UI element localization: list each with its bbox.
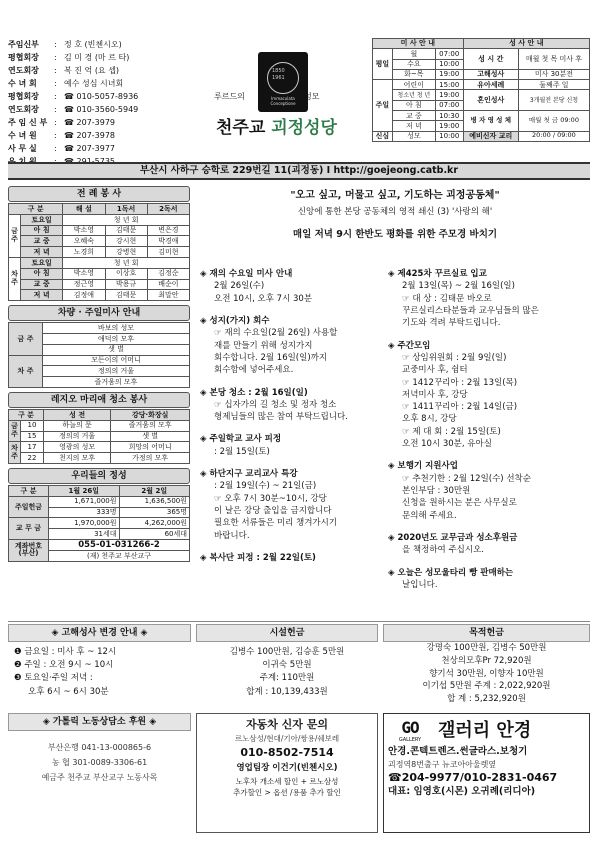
staff-role: 평협회장 <box>8 91 39 101</box>
liturgy-table <box>8 203 190 301</box>
mass-time: 07:00 <box>435 49 463 59</box>
table-cell: 정근영 <box>63 279 105 290</box>
table-row: 아 침 <box>21 268 63 279</box>
staff-row <box>8 116 188 129</box>
legion-title: 레지오 마리애 청소 봉사 <box>8 392 190 408</box>
devotion-name: 성모 <box>392 131 435 141</box>
sacrament-info: 매월 첫 목 미사 후 <box>518 49 589 70</box>
catechumen-label: 예비신자 교리 <box>463 131 518 141</box>
sacrament-name: 혼인성사 <box>463 90 518 111</box>
table-cell: 바보의 성모 <box>43 323 190 334</box>
news-title: ◈ 보행기 지원사업 <box>388 461 458 472</box>
news-detail: ☞ 제 대 회 : 2월 15일(토) <box>402 426 501 437</box>
news-item <box>200 433 390 458</box>
table-cell: 박소영 <box>63 268 105 279</box>
weekday-label: 평일 <box>373 49 393 80</box>
col-header: 성 전 <box>43 409 110 420</box>
sunday-label: 주일 <box>373 80 393 131</box>
brand-name <box>216 118 337 138</box>
week-label: 금 주 <box>9 420 21 442</box>
offering-table <box>8 485 190 562</box>
news-item <box>200 552 390 564</box>
news-detail: 필요한 서류들은 미리 챙겨가시기 <box>214 518 338 529</box>
table-cell: 애덕의 모후 <box>43 333 190 344</box>
table-row: 토요일 <box>21 214 63 225</box>
parish-logo <box>258 52 308 112</box>
theme-quotes <box>200 190 590 241</box>
news-detail: 이 날은 강당 출입을 금지합니다 <box>214 506 332 516</box>
brand-suffix: 성모 <box>304 92 320 101</box>
labor-title: ◈ 가톨릭 노동상담소 후원 ◈ <box>8 713 191 731</box>
table-row: 아 침 <box>21 225 63 236</box>
gallery-items: 안경.콘텍트렌즈.썬글라스.보청기 <box>388 746 528 758</box>
staff-role: 평협회장 <box>8 52 39 62</box>
left-column <box>8 186 190 562</box>
purpose-line: 합 계 : 5,232,920원 <box>447 694 526 704</box>
mass-time: 10:30 <box>435 111 463 121</box>
sacrament-name: 성 시 간 <box>463 49 518 70</box>
mass-schedule <box>372 38 590 142</box>
facility-title: 시설헌금 <box>196 624 378 642</box>
news-item <box>388 460 588 522</box>
news-detail: 문의해 주세요. <box>402 510 457 521</box>
table-cell: 강시현 <box>105 236 147 247</box>
staff-row <box>8 103 188 116</box>
news-item <box>388 268 588 330</box>
table-cell: 즐거움의 모후 <box>111 420 190 431</box>
table-cell: 15 <box>21 431 44 442</box>
mass-time: 19:00 <box>435 69 463 79</box>
table-cell: 정의의 거울 <box>43 366 190 377</box>
purpose-line: 이기섭 5만원 주계 : 2,022,920원 <box>422 681 551 692</box>
table-row: 교 중 <box>21 236 63 247</box>
week-label: 차 주 <box>9 355 43 387</box>
account-holder: (재) 천주교 부산교구 <box>49 551 190 562</box>
logo-year-1: 1850 <box>272 68 285 74</box>
brand-name-prefix: 천주교 <box>216 118 272 138</box>
legion-table <box>8 409 190 464</box>
news-detail: 형제님들의 많은 참여 부탁드립니다. <box>214 412 348 423</box>
table-cell: 강병현 <box>105 247 147 258</box>
gallery-name: 갤러리 안경 <box>438 719 532 741</box>
gallery-logo: GO <box>401 718 419 737</box>
purpose-line: 강명숙 100만원, 김병수 50만원 <box>426 643 547 653</box>
gallery-address: 괴정역8번출구 뉴코아아울렛옆 <box>388 759 497 769</box>
news-detail: ☞ 대 상 : 김태문 바오로 <box>402 293 492 304</box>
table-cell: 하늘의 문 <box>43 420 110 431</box>
gallery-logo-sub: GALLERY <box>398 737 422 744</box>
prayer-notice: 매일 저녁 9시 한반도 평화를 위한 주모경 바치기 <box>292 229 498 241</box>
news-detail: 날입니다. <box>402 579 438 590</box>
news-detail: 오후 8시, 강당 <box>402 414 457 425</box>
car-title: 자동차 신자 문의 <box>245 718 329 731</box>
news-detail: 오전 10시, 오후 7시 30분 <box>214 293 313 304</box>
news-detail: 본인부담 : 30만원 <box>402 486 471 496</box>
liturgy-title: 전 례 봉 사 <box>8 186 190 202</box>
sacrament-info: 미사 30분전 <box>518 69 589 79</box>
news-detail: 저녁미사 후, 강당 <box>402 389 468 400</box>
table-cell: 17 <box>21 442 44 453</box>
table-cell: 22 <box>21 453 44 464</box>
sacrament-info: 매월 첫 금 09:00 <box>518 111 589 132</box>
news-detail: 기도와 격려 부탁드립니다. <box>402 318 501 329</box>
col-header: 구 분 <box>9 409 44 420</box>
gallery-phone[interactable]: ☎204-9977/010-2831-0467 <box>388 771 558 785</box>
staff-sep: : <box>54 117 57 127</box>
table-row: 저 녁 <box>21 290 63 301</box>
facility-line: 김병수 100만원, 김승훈 5만원 <box>229 647 345 657</box>
mass-time: 07:00 <box>435 100 463 110</box>
confession-list <box>14 646 192 699</box>
news-detail: 2월 26일(수) <box>214 281 265 292</box>
purpose-title: 목적헌금 <box>383 624 590 642</box>
news-detail: 오전 10시 30분, 유아실 <box>402 439 492 450</box>
logo-year-2: 1961 <box>272 74 285 81</box>
news-detail: 바랍니다. <box>214 530 250 541</box>
staff-sep: : <box>54 91 57 101</box>
news-title: ◈ 오늘은 성모울타리 빵 판매하는 <box>388 567 514 578</box>
table-cell: 정의의 거울 <box>43 431 110 442</box>
brand-name-main: 괴정성당 <box>271 118 337 138</box>
staff-role: 수 녀 회 <box>8 78 37 88</box>
staff-value: 복 진 억 (요 셉) <box>64 65 120 75</box>
table-cell: 60세대 <box>119 529 190 540</box>
news-detail: 회수합니다. 2월 16일(일)까지 <box>214 352 328 363</box>
news-detail: 회수함에 넣어주세요. <box>214 365 294 376</box>
row-label: 주일헌금 <box>9 496 49 518</box>
car-person: 영업팀장 이건기(빈첸시오) <box>236 763 338 774</box>
news-detail: ☞ 십자가의 길 청소 및 정자 청소 <box>214 399 337 410</box>
staff-row <box>8 38 188 51</box>
table-cell: 청 년 회 <box>63 214 190 225</box>
year-theme: 신앙에 통한 본당 공동체의 영적 쇄신 (3) '사랑의 해' <box>297 207 493 217</box>
mass-day: 아 침 <box>392 100 435 110</box>
purpose-list <box>383 642 590 706</box>
staff-role: 연도회장 <box>8 104 39 114</box>
staff-value: ☎ 010-3560-5949 <box>64 104 139 114</box>
col-header: 2독서 <box>147 204 189 215</box>
table-row: 토요일 <box>21 257 63 268</box>
news-detail: ☞ 상임위원회 : 2월 9일(일) <box>402 352 507 363</box>
mass-time: 19:00 <box>435 90 463 100</box>
vehicle-title: 차량 · 주일미사 안내 <box>8 305 190 321</box>
news-right <box>388 268 588 601</box>
car-phone[interactable]: 010-8502-7514 <box>240 746 334 760</box>
col-header: 구 분 <box>9 204 63 215</box>
mass-day: 수요 <box>392 59 435 69</box>
table-cell: 4,262,000원 <box>119 518 190 529</box>
news-title: ◈ 주간모임 <box>388 340 431 351</box>
staff-role: 수 녀 원 <box>8 130 37 140</box>
staff-sep: : <box>54 143 57 153</box>
table-cell: 365명 <box>119 507 190 518</box>
mass-header: 미 사 안 내 <box>373 39 464 49</box>
staff-row <box>8 142 188 155</box>
week-label: 차 주 <box>9 257 21 300</box>
staff-row <box>8 129 188 142</box>
sacrament-header: 성 사 안 내 <box>463 39 589 49</box>
mass-day: 어린이 <box>392 80 435 90</box>
table-cell: 김미현 <box>147 247 189 258</box>
table-cell: 1,671,000원 <box>49 496 120 507</box>
table-cell: 천지의 모후 <box>43 453 110 464</box>
table-cell: 10 <box>21 420 44 431</box>
staff-value: 김 미 경 (마 르 타) <box>64 52 130 62</box>
table-cell: 배순이 <box>147 279 189 290</box>
col-header: 강당·화장실 <box>111 409 190 420</box>
confession-title: ◈ 고해성사 변경 안내 ◈ <box>8 624 191 642</box>
sacrament-name: 고해성사 <box>463 69 518 79</box>
news-detail: ☞ 추천기한 : 2월 12일(수) 선착순 <box>402 473 531 484</box>
mass-time: 10:00 <box>435 59 463 69</box>
address-bar: 부산시 사하구 승학로 229번길 11(괴정동) I http://goejeong.catb.kr <box>8 162 590 180</box>
table-cell: 김태문 <box>105 225 147 236</box>
brand-prefix: 루르드의 <box>214 92 245 101</box>
news-title: ◈ 하단지구 교리교사 특강 <box>200 469 298 480</box>
news-title: ◈ 제425차 꾸르실료 입교 <box>388 269 487 279</box>
news-item <box>388 567 588 592</box>
table-cell: 333명 <box>49 507 120 518</box>
staff-row <box>8 90 188 103</box>
news-item <box>200 315 390 377</box>
table-cell: 1,970,000원 <box>49 518 120 529</box>
mass-day: 청소년 청 년 <box>392 90 435 100</box>
news-title: ◈ 성지(가지) 회수 <box>200 315 270 326</box>
table-cell: 31세대 <box>49 529 120 540</box>
labor-line: 부산은행 041-13-000865-6 <box>47 743 152 752</box>
news-item <box>200 268 390 305</box>
staff-sep: : <box>54 104 57 114</box>
news-detail: 신청을 원하시는 분은 사무실로 <box>402 498 517 509</box>
table-cell: 이상호 <box>105 268 147 279</box>
staff-value: 예수 성심 시녀회 <box>64 78 124 88</box>
news-title: ◈ 2020년도 교무금과 성소후원금 <box>388 532 518 543</box>
labor-line: 예금주 천주교 부산교구 노동사목 <box>41 773 158 783</box>
staff-value: 정 호 (빈첸시오) <box>64 39 122 49</box>
staff-row <box>8 64 188 77</box>
staff-role: 사 무 실 <box>8 143 37 153</box>
table-cell: 청 년 회 <box>63 257 190 268</box>
table-cell: 김정순 <box>147 268 189 279</box>
table-cell: 박소영 <box>63 225 105 236</box>
staff-row <box>8 51 188 64</box>
table-cell: 변은경 <box>147 225 189 236</box>
news-detail: ☞ 오후 7시 30분~10시, 강당 <box>214 493 327 504</box>
account-label: 계좌번호 (부산) <box>9 539 49 561</box>
col-header: 구 분 <box>9 485 49 496</box>
mass-day: 화~목 <box>392 69 435 79</box>
labor-line: 농 협 301-0089-3306-61 <box>51 758 148 768</box>
news-item <box>388 340 588 451</box>
col-header: 2월 2일 <box>119 485 190 496</box>
motto: "오고 싶고, 머물고 싶고, 기도하는 괴정공동체" <box>290 190 500 201</box>
week-label: 금 주 <box>9 214 21 257</box>
table-cell: 희망의 어머니 <box>111 442 190 453</box>
news-detail: 교중미사 후, 쉼터 <box>402 365 468 376</box>
facility-list <box>196 646 378 699</box>
facility-line: 이귀숙 5만원 <box>262 660 312 671</box>
sacrament-name: 병 자 영 성 체 <box>463 111 518 132</box>
staff-role: 연도회장 <box>8 65 39 75</box>
facility-line: 합계 : 10,139,433원 <box>246 686 328 697</box>
table-row: 교 중 <box>21 279 63 290</box>
mass-time: 15:00 <box>435 80 463 90</box>
car-ad <box>196 713 378 833</box>
news-title: ◈ 주일학교 교사 피정 <box>200 434 282 445</box>
facility-line: 주계: 110만원 <box>259 673 315 684</box>
row-label: 교 무 금 <box>9 518 49 540</box>
purpose-line: 천상의모후Pr 72,920원 <box>441 655 532 666</box>
confession-item: ❶ 금요일 : 미사 후 ~ 12시 <box>14 647 117 657</box>
sacrament-info: 둘째주 일 <box>518 80 589 90</box>
table-cell: 박경애 <box>147 236 189 247</box>
table-cell: 샛 별 <box>111 431 190 442</box>
news-detail: ☞ 1412꾸리아 : 2월 13일(목) <box>402 377 518 388</box>
table-cell: 1,636,500원 <box>119 496 190 507</box>
staff-sep: : <box>54 52 57 62</box>
staff-directory <box>8 38 188 168</box>
mass-day: 교 중 <box>392 111 435 121</box>
table-cell: 박용규 <box>105 279 147 290</box>
table-cell: 영광의 성모 <box>43 442 110 453</box>
gallery-owner: 대표: 임영호(시몬) 오귀례(리디아) <box>388 786 536 798</box>
staff-value: ☎ 010-5057-8936 <box>64 91 139 101</box>
staff-role: 주임신부 <box>8 39 39 49</box>
news-detail: ☞ 1411꾸리아 : 2월 14일(금) <box>402 402 518 413</box>
table-cell: 김태문 <box>105 290 147 301</box>
labor-list <box>8 740 191 786</box>
sacrament-name: 유아세례 <box>463 80 518 90</box>
table-cell: 오혜숙 <box>63 236 105 247</box>
week-label: 차 주 <box>9 442 21 464</box>
gallery-ad <box>383 713 590 833</box>
staff-value: ☎ 207-3977 <box>64 143 116 153</box>
table-cell: 최말안 <box>147 290 189 301</box>
staff-sep: : <box>54 130 57 140</box>
news-detail: ☞ 재의 수요일(2월 26일) 사용할 <box>214 328 338 339</box>
confession-item: ❸ 토요일·주일 저녁 : <box>14 673 93 684</box>
car-line-2: 추가할인 > 옵션 /용품 추가 할인 <box>233 787 341 797</box>
table-cell: 노경희 <box>63 247 105 258</box>
col-header: 1월 26일 <box>49 485 120 496</box>
col-header: 해 설 <box>63 204 105 215</box>
news-item <box>200 387 390 424</box>
logo-caption: Immaculata Conceptione <box>270 96 296 107</box>
staff-sep: : <box>54 39 57 49</box>
news-detail: : 2월 19일(수) ~ 21일(금) <box>214 481 317 492</box>
table-cell: 즐거움의 모후 <box>43 377 190 388</box>
car-brands: 르노삼성/현대/기아/쌍용/쉐보레 <box>234 734 340 744</box>
devotion-label: 신심 <box>373 131 393 141</box>
sacrament-info: 3개월전 본당 신청 <box>518 90 589 111</box>
staff-sep: : <box>54 78 57 88</box>
catechumen-time: 20:00 / 09:00 <box>518 131 589 141</box>
news-detail: 재를 만들기 위해 성지가지 <box>214 340 313 351</box>
section-divider <box>8 621 590 622</box>
staff-value: ☎ 207-3979 <box>64 117 116 127</box>
news-detail: 2월 13일(목) ~ 2월 16일(일) <box>402 281 515 292</box>
table-cell: 샛 별 <box>43 344 190 355</box>
news-title: ◈ 복사단 피정 : 2월 22일(토) <box>200 552 316 563</box>
brand-subtitle <box>214 92 354 102</box>
mass-day: 월 <box>392 49 435 59</box>
table-cell: 가정의 모후 <box>111 453 190 464</box>
account-number[interactable]: 055-01-031266-2 <box>49 539 190 550</box>
purpose-line: 향기석 30만원, 이향자 10만원 <box>429 668 544 679</box>
staff-sep: : <box>54 65 57 75</box>
staff-value: ☎ 207-3978 <box>64 130 116 140</box>
col-header: 1독서 <box>105 204 147 215</box>
staff-role: 주 임 신 부 <box>8 117 48 127</box>
table-cell: 김정애 <box>63 290 105 301</box>
news-detail: 꾸르실리스타분들과 교우님들의 많은 <box>402 305 539 316</box>
news-title: ◈ 재의 수요일 미사 안내 <box>200 269 293 279</box>
devotion-time: 10:00 <box>435 131 463 141</box>
table-cell: 모든이의 어머니 <box>43 355 190 366</box>
car-line-1: 노후차 개소세 할인 + 르노삼성 <box>235 776 339 786</box>
week-label: 금 주 <box>9 323 43 355</box>
vehicle-table <box>8 322 190 388</box>
table-row: 저 녁 <box>21 247 63 258</box>
confession-item: 오후 6시 ~ 6시 30분 <box>28 686 109 697</box>
mass-time: 19:00 <box>435 121 463 131</box>
news-title: ◈ 본당 청소 : 2월 16일(일) <box>200 387 308 398</box>
mass-day: 저 녁 <box>392 121 435 131</box>
news-detail: : 2월 15일(토) <box>214 446 270 457</box>
news-detail: 을 책정하여 주십시오. <box>402 545 485 556</box>
news-left <box>200 268 390 574</box>
staff-row <box>8 77 188 90</box>
news-item <box>200 468 390 542</box>
news-item <box>388 532 588 557</box>
offering-title: 우리들의 정성 <box>8 468 190 484</box>
confession-item: ❷ 주일 : 오전 9시 ~ 10시 <box>14 660 114 671</box>
